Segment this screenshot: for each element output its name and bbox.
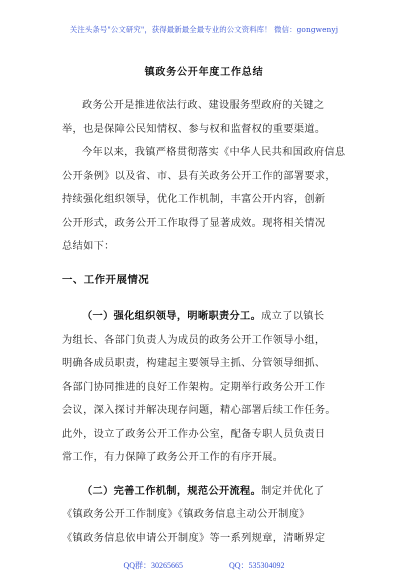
footer-qq: QQ：535304092: [229, 561, 285, 570]
item1-line-7: 常工作，有力保障了政务公开工作的有序开展。: [62, 452, 284, 463]
intro-line-7: 总结如下：: [62, 241, 115, 252]
item1-line-2: 为组长、各部门负责人为成员的政务公开工作领导小组，: [62, 335, 326, 346]
item2-lead-bold: （二）完善工作机制，规范公开流程。: [82, 485, 262, 497]
item1-line-5: 会议，深入探讨并解决现存问题，精心部署后续工作任务。: [62, 405, 336, 416]
intro-line-5: 持续强化组织领导，优化工作机制，丰富公开内容，创新: [62, 194, 326, 205]
item2-line-2: 《镇政务公开工作制度》《镇政务信息主动公开制度》: [62, 509, 310, 520]
intro-line-4: 公开条例》以及省、市、县有关政务公开工作的部署要求，: [62, 171, 336, 182]
footer-qq-group: QQ群：30265665: [123, 561, 183, 570]
intro-line-3: 今年以来，我镇严格贯彻落实《中华人民共和国政府信息: [82, 147, 346, 158]
item2-line-1: [82, 482, 324, 497]
intro-line-1: 政务公开是推进依法行政、建设服务型政府的关键之: [82, 100, 325, 111]
footer-contact: [0, 560, 408, 571]
intro-line-6: 公开形式，政务公开工作取得了显著成效。现将相关情况: [62, 218, 326, 229]
item2-lead-rest: 制定并优化了: [261, 486, 325, 497]
item1-lead-bold: （一）强化组织领导，明晰职责分工。: [82, 310, 262, 322]
item1-line-4: 各部门协同推进的良好工作架构。定期举行政务公开工作: [62, 382, 326, 393]
header-promo-note: 关注头条号"公文研究"，获得最新最全最专业的公文资料库！ 微信：gongwenyj: [69, 25, 339, 34]
item1-line-1: [82, 307, 324, 322]
item2-line-3: 《镇政务信息依申请公开制度》等一系列规章，清晰界定: [62, 533, 326, 544]
section-heading-1: 一、工作开展情况: [62, 274, 150, 286]
item1-lead-rest: 成立了以镇长: [261, 311, 325, 322]
item1-line-3: 明确各成员职责，构建起主要领导主抓、分管领导细抓、: [62, 358, 326, 369]
document-title: 镇政务公开年度工作总结: [144, 67, 264, 78]
intro-line-2: 举，也是保障公民知情权、参与权和监督权的重要渠道。: [62, 124, 326, 135]
item1-line-6: 此外，设立了政务公开工作办公室，配备专职人员负责日: [62, 429, 326, 440]
